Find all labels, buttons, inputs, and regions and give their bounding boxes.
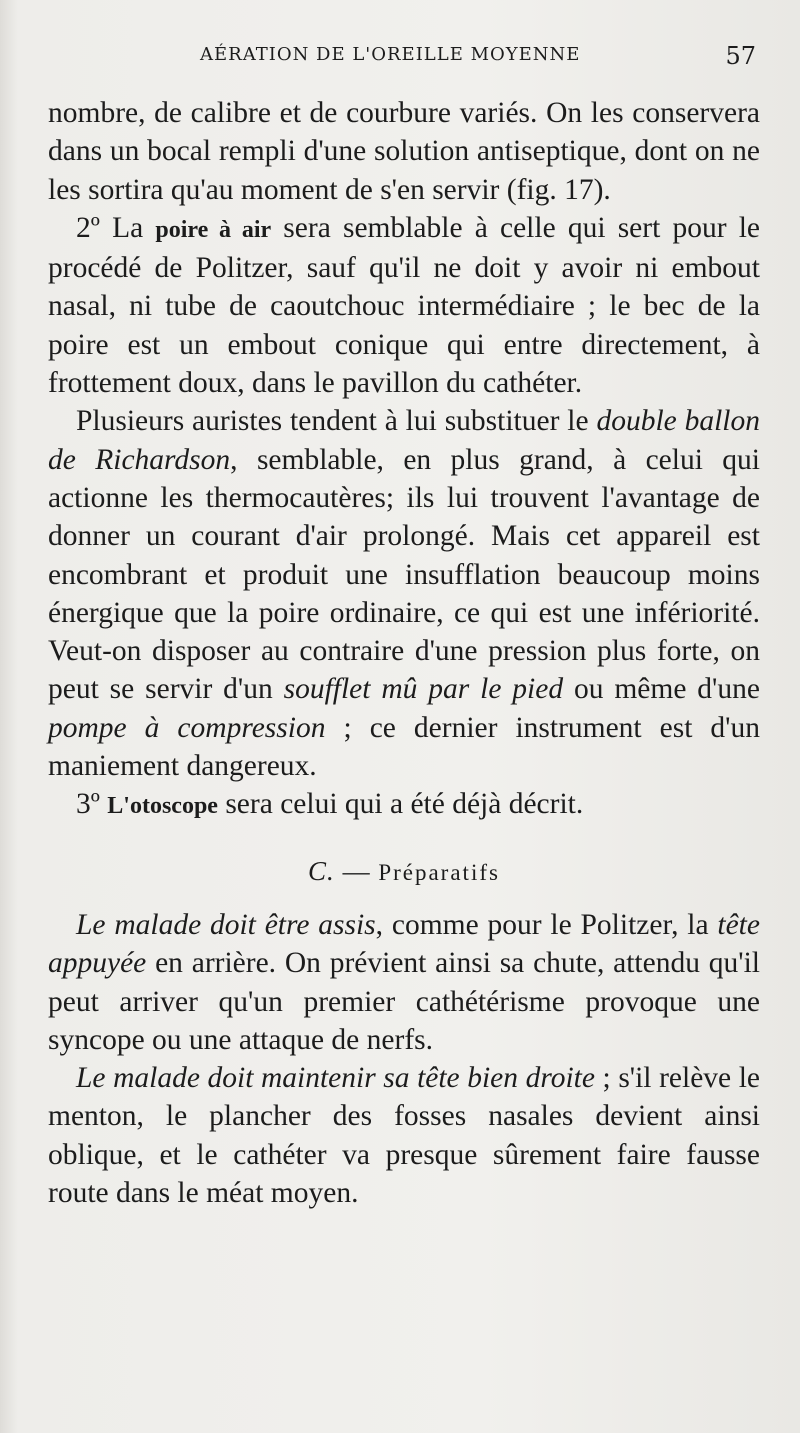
paragraph-4 [48,785,760,825]
section-dash: — [334,855,379,886]
p2-pre: 2º La [76,211,156,244]
p5-a: , comme pour le Politzer, la [375,908,718,941]
p5-b: en arrière. On prévient ainsi sa chute, attendu qu'il peut arriver qu'un premier cathétérisme provoque une syncope ou une attaque de nerfs. [48,947,760,1056]
section-heading [48,852,760,892]
p5-italic-2: tête appuyée [48,908,760,980]
p2-post: sera semblable à celle qui sert pour le procédé de Politzer, sauf qu'il ne doit y avoir ni embout nasal, ni tube de caoutchouc intermédiaire ; le bec de la poire est un embout conique qui entre directement, à frottement doux, dans le pavillon du cathéter. [48,211,760,400]
term-otoscope: L'otoscope [107,793,218,820]
p3-a: Plusieurs auristes tendent à lui substituer le [76,405,597,438]
p5-italic-1: Le malade doit être assis [76,908,376,941]
p3-b: , semblable, en plus grand, à celui qui actionne les thermocautères; ils lui trouvent l'avantage de donner un courant d'air prolongé. Mais cet appareil est encombrant et produit une insufflation beaucoup moins énergique que la poire ordinaire, ce qui est une infériorité. Veut-on disposer au contraire d'une pression plus forte, on peut se servir d'un [48,443,760,706]
term-double-ballon: double ballon de Richardson [48,405,760,476]
paragraph-5 [48,906,760,1059]
page-number: 57 [725,42,756,70]
p3-d: ; ce dernier instrument est d'un maniement dangereux. [48,711,760,783]
page-header [50,44,760,74]
p4-post: sera celui qui a été déjà décrit. [217,788,584,821]
p3-c: ou même d'une [563,673,760,706]
section-title: Préparatifs [378,859,500,885]
paragraph-1-text: nombre, de calibre et de courbure variés. On les conservera dans un bocal rempli d'une solution antiseptique, dont on ne les sortira qu'au moment de s'en servir (fig. 17). [48,97,760,206]
paragraph-3 [48,402,760,785]
running-head: AÉRATION DE L'OREILLE MOYENNE [200,44,581,65]
term-pompe: pompe à compression [48,711,326,744]
term-soufflet: soufflet mû par le pied [283,673,564,706]
p4-pre: 3º [76,788,108,821]
body-text [48,94,760,1212]
paragraph-1 [48,94,760,209]
section-letter: C. [308,855,335,886]
paragraph-2 [48,209,760,402]
p6-a: ; s'il relève le menton, le plancher des fosses nasales devient ainsi oblique, et le cathéter va presque sûrement faire fausse route dans le méat moyen. [48,1062,760,1210]
term-poire-a-air: poire à air [155,216,272,243]
paragraph-6 [48,1059,760,1212]
p6-italic-1: Le malade doit maintenir sa tête bien droite [76,1062,595,1095]
